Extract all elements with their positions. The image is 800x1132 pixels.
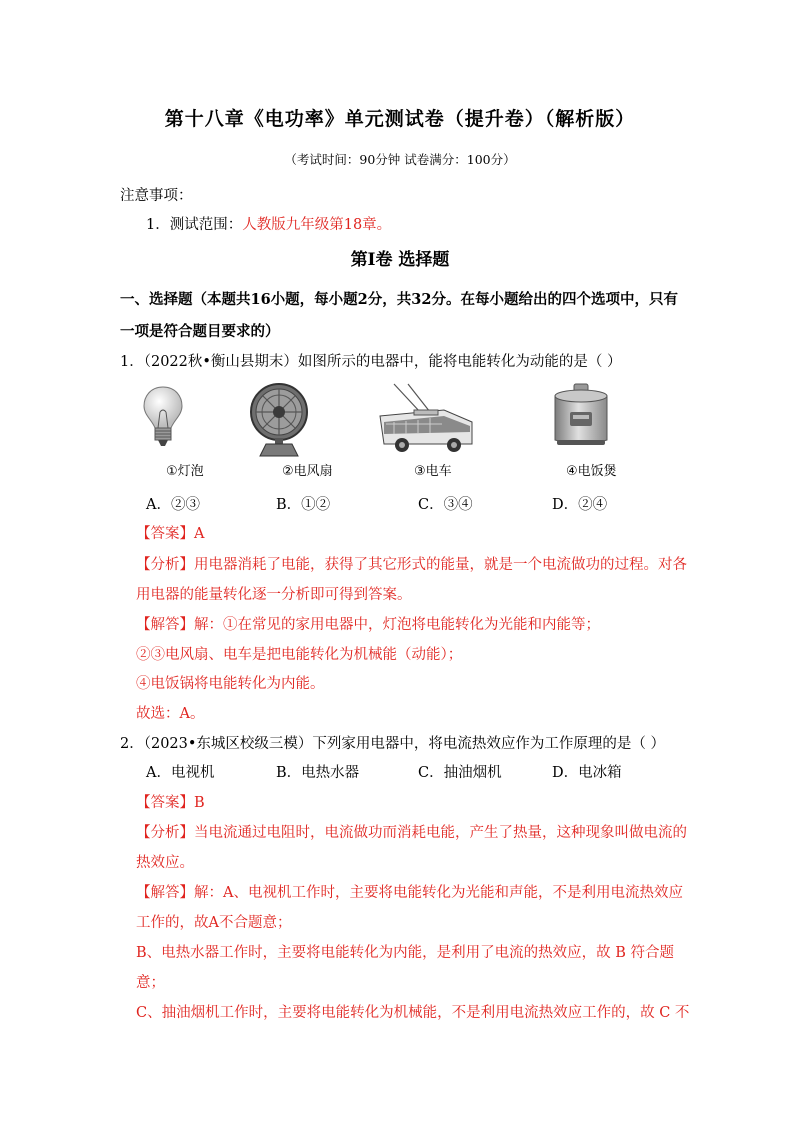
question-1-stem: 1．（2022秋•衡山县期末）如图所示的电器中，能将电能转化为动能的是（ ） [120,354,622,370]
q2-answer: 【答案】B [136,795,205,811]
exam-info: （考试时间：90分钟 试卷满分：100分） [284,152,516,167]
notes-item-1-label: 1．测试范围： [146,217,243,233]
q2-option-b: B．电热水器 [276,765,360,781]
image-caption-3: ③电车 [414,464,452,479]
q1-option-c: C．③④ [418,497,473,513]
q1-answer: 【答案】A [136,526,205,542]
electric-fan-icon [244,382,314,462]
q1-solution-line-2: ②③电风扇、电车是把电能转化为机械能（动能）； [136,647,463,663]
q2-option-c: C．抽油烟机 [418,765,502,781]
image-caption-4: ④电饭煲 [566,464,617,479]
q2-option-d: D．电冰箱 [552,765,622,781]
q2-solution-line-1: 【解答】解：A、电视机工作时，主要将电能转化为光能和声能，不是利用电流热效应 [136,885,683,901]
q2-analysis-line-2: 热效应。 [136,855,194,871]
image-caption-2: ②电风扇 [282,464,333,479]
q2-solution-line-5: C、抽油烟机工作时，主要将电能转化为机械能，不是利用电流热效应工作的，故 C 不 [136,1005,690,1021]
q2-analysis-line-1: 【分析】当电流通过电阻时，电流做功而消耗电能，产生了热量，这种现象叫做电流的 [136,825,687,841]
question-2-stem: 2．（2023•东城区校级三模）下列家用电器中，将电流热效应作为工作原理的是（ ） [120,736,666,752]
section-instruction-line-2: 一项是符合题目要求的） [120,323,280,340]
q2-solution-line-4: 意； [136,975,165,991]
q1-solution-line-1: 【解答】解：①在常见的家用电器中，灯泡将电能转化为光能和内能等； [136,617,600,633]
q2-solution-line-3: B、电热水器工作时，主要将电能转化为内能，是利用了电流的热效应，故 B 符合题 [136,945,675,961]
q1-option-d: D．②④ [552,497,608,513]
q2-option-a: A．电视机 [146,765,215,781]
q1-analysis-line-2: 用电器的能量转化逐一分析即可得到答案。 [136,587,412,603]
q1-analysis-line-1: 【分析】用电器消耗了电能，获得了其它形式的能量，就是一个电流做功的过程。对各 [136,557,687,573]
trolleybus-icon [374,382,478,458]
q1-option-a: A．②③ [146,497,200,513]
light-bulb-icon [140,384,186,452]
notes-heading: 注意事项： [120,188,193,204]
rice-cooker-icon [550,382,612,452]
page-title: 第十八章《电功率》单元测试卷（提升卷）（解析版） [164,108,636,130]
notes-item-1 [146,213,391,234]
section-instruction-line-1: 一、选择题（本题共16小题，每小题2分，共32分。在每小题给出的四个选项中，只有 [120,291,678,308]
q1-solution-line-3: ④电饭锅将电能转化为内能。 [136,676,325,692]
section-title: 第Ⅰ卷 选择题 [350,250,450,270]
image-caption-1: ①灯泡 [166,464,204,479]
q1-option-b: B．①② [276,497,331,513]
q2-solution-line-2: 工作的，故A不合题意； [136,915,292,931]
q1-conclusion: 故选：A。 [136,706,205,722]
notes-item-1-value: 人教版九年级第18章。 [242,217,392,233]
